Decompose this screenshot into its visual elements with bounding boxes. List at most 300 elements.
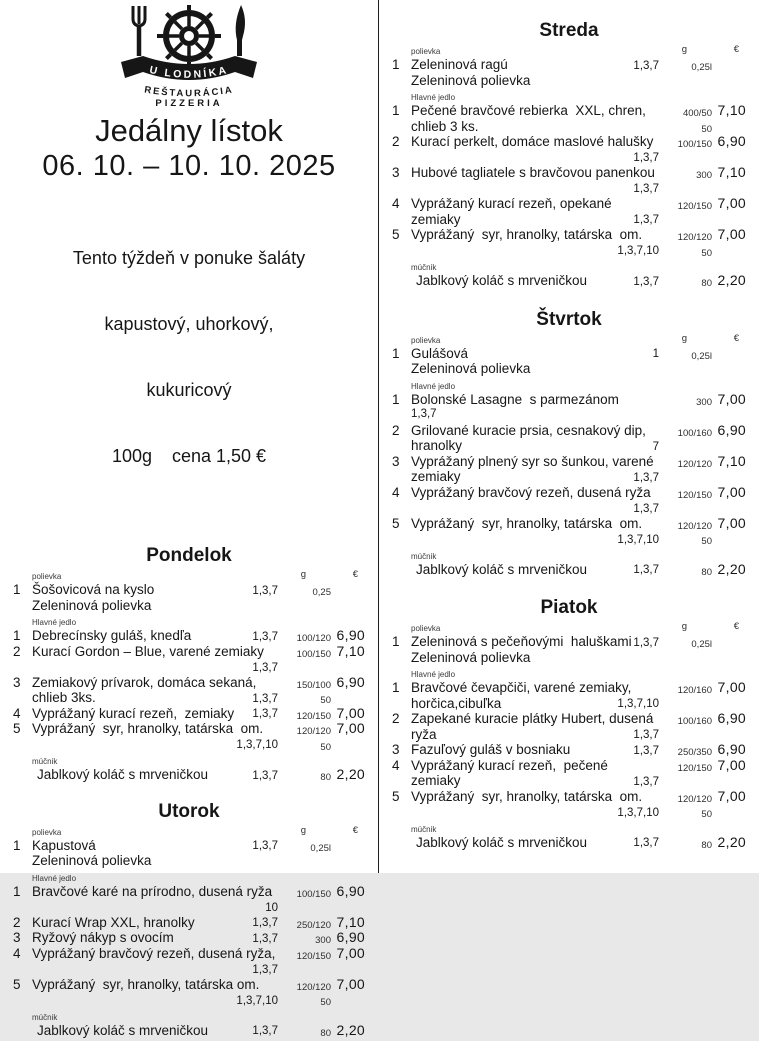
page-title: Jedálny lístok [0,112,378,149]
logo-graphic [105,2,273,108]
main-dish-row-cont [379,438,759,454]
portion-size: 300 [696,395,712,411]
item-number: 2 [392,711,400,727]
section-label: múčnik [32,757,378,767]
logo-banner-text: U LODNÍKA [148,64,229,81]
main-dish-row-cont [0,737,378,753]
main-dish-row [379,134,759,150]
main-dish-row [0,644,378,660]
dish-name: Vyprážaný syr, hranolky, tatárska om. [32,977,334,993]
soup-header-line [0,828,378,838]
item-number: 4 [13,946,21,962]
portion-size: 120/120 [678,792,712,808]
soup-name: Gulášová [411,346,715,362]
main-dish-row-cont [0,899,378,915]
main-dish-row-cont [0,659,378,675]
main-dish-row [379,103,759,119]
item-number: 1 [13,582,21,598]
main-dish-row-cont [0,961,378,977]
soup-subname-row [0,598,378,614]
main-dish-row-cont [379,531,759,547]
price: 6,90 [718,423,746,439]
subtitle-line: Tento týždeň v ponuke šaláty [0,247,378,269]
item-number: 1 [392,346,400,362]
soup-subname: Zeleninová polievka [411,73,715,89]
main-dish-row [379,227,759,243]
soup-name: Zeleninová ragú [411,57,715,73]
logo-pizzeria-text: PIZZERIA [155,98,222,108]
main-dish-row [379,680,759,696]
portion-size: 120/160 [678,683,712,699]
item-number: 5 [392,227,400,243]
item-number: 5 [392,516,400,532]
dish-name-cont: ryža [411,727,715,743]
dish-name-cont: zemiaky [411,773,715,789]
dessert-header-line [0,757,378,767]
euro-column-header: € [353,570,358,580]
main-dish-row [0,946,378,962]
allergen-codes: 1 [653,347,659,363]
dessert-header-line [379,552,759,562]
dish-name-cont: 1,3,7 [411,407,715,423]
portion-size: 250/120 [297,918,331,934]
item-number: 4 [392,196,400,212]
dessert-name-text: Jablkový koláč s mrveničkou [37,767,334,783]
left-column [0,0,378,873]
price: 6,90 [337,675,365,691]
dish-name: Debrecínsky guláš, knedľa [32,628,334,644]
day-heading: Štvrtok [379,309,759,331]
soup-subname-row [379,361,759,377]
main-dish-row [379,196,759,212]
item-number: 1 [392,103,400,119]
main-dish-row-cont [379,469,759,485]
portion-size: 100/160 [678,426,712,442]
price: 7,00 [718,758,746,774]
section-label: múčnik [411,263,759,273]
price: 7,00 [718,196,746,212]
dessert-header-line [379,263,759,273]
mains-header-line [379,670,759,680]
allergen-codes: 1,3,7 [633,836,659,852]
allergen-codes: 1,3,7 [252,916,278,932]
dish-name: Bolonské Lasagne s parmezánom [411,392,715,408]
portion-size: 50 [320,995,331,1011]
portion-size: 120/150 [678,761,712,777]
soup-name: Šošovicová na kyslo [32,582,334,598]
item-number: 4 [392,758,400,774]
dessert-header-line [379,825,759,835]
dish-name-cont: horčica,cibuľka [411,696,715,712]
main-dish-row [0,628,378,644]
main-dish-row [379,789,759,805]
dish-name-cont: chlieb 3 ks. [411,119,715,135]
portion-size: 80 [320,1026,331,1041]
section-label: Hlavné jedlo [411,93,759,103]
main-dish-row-cont [0,690,378,706]
item-number: 3 [392,454,400,470]
allergen-codes: 1,3,7 [252,839,278,855]
main-dish-row [379,758,759,774]
price: 7,00 [718,485,746,501]
soup-header-line [379,336,759,346]
dish-name: Bravčové čevapčiči, varené zemiaky, [411,680,715,696]
allergen-codes: 1,3,7 [252,769,278,785]
grams-column-header: g [301,826,306,836]
item-number: 5 [13,721,21,737]
portion-size: 50 [320,693,331,709]
soup-row [379,346,759,362]
dish-name-cont: zemiaky [411,469,715,485]
main-dish-row-cont [379,804,759,820]
date-range: 06. 10. – 10. 10. 2025 [0,149,378,184]
allergen-codes: 1,3,7 [633,728,659,744]
portion-size: 250/350 [678,745,712,761]
section-label: múčnik [32,1013,378,1023]
price: 7,00 [718,680,746,696]
portion-size: 120/120 [678,230,712,246]
portion-size: 0,25l [691,60,712,76]
main-dish-row [379,742,759,758]
main-dish-row [379,392,759,408]
subtitle-line: 100g cena 1,50 € [0,445,378,467]
dish-name: Vyprážaný kurací rezeň, pečené [411,758,715,774]
portion-size: 50 [320,740,331,756]
price: 7,00 [337,721,365,737]
allergen-codes: 1,3,7 [633,59,659,75]
price: 2,20 [337,1023,365,1039]
item-number: 3 [13,930,21,946]
item-number: 1 [392,680,400,696]
price: 6,90 [718,742,746,758]
dessert-row [379,835,759,851]
soup-name: Kapustová [32,838,334,854]
price: 6,90 [337,628,365,644]
main-dish-row-cont [379,727,759,743]
main-dish-row-cont [379,212,759,228]
day-section-streda [379,20,759,289]
main-dish-row-cont [379,150,759,166]
portion-size: 80 [701,565,712,581]
item-number: 1 [13,628,21,644]
portion-size: 400/50 [683,106,712,122]
price: 7,00 [337,977,365,993]
allergen-codes: 1,3,7 [252,707,278,723]
allergen-codes: 1,3,7 [252,584,278,600]
portion-size: 120/120 [297,980,331,996]
dish-name: Fazuľový guláš v bosniaku [411,742,715,758]
soup-row [0,582,378,598]
portion-size: 50 [701,807,712,823]
soup-subname: Zeleninová polievka [32,853,334,869]
portion-size: 300 [315,933,331,949]
main-dish-row-cont [0,992,378,1008]
main-dish-row [379,711,759,727]
days-right-container [379,20,759,850]
days-left-container [0,545,378,1038]
item-number: 5 [13,977,21,993]
item-number: 1 [13,838,21,854]
allergen-codes: 1,3,7 [633,471,659,487]
portion-size: 100/160 [678,714,712,730]
price: 2,20 [718,273,746,289]
allergen-codes: 1,3,7 [633,182,659,198]
main-dish-row-cont [379,773,759,789]
section-label: Hlavné jedlo [32,618,378,628]
allergen-codes: 1,3,7 [633,275,659,291]
mains-header-line [0,874,378,884]
price: 6,90 [337,884,365,900]
logo-restauracia-text: REŠTAURÁCIA [144,84,235,99]
item-number: 4 [392,485,400,501]
grams-column-header: g [682,45,687,55]
portion-size: 0,25l [691,637,712,653]
day-heading: Piatok [379,597,759,619]
dish-name: Vyprážaný kurací rezeň, zemiaky [32,706,334,722]
portion-size: 80 [701,838,712,854]
item-number: 2 [392,423,400,439]
grams-column-header: g [682,622,687,632]
price: 7,00 [718,227,746,243]
section-label: múčnik [411,552,759,562]
item-number: 2 [13,915,21,931]
item-number: 4 [13,706,21,722]
price: 7,10 [718,103,746,119]
item-number: 3 [392,742,400,758]
portion-size: 100/150 [297,647,331,663]
euro-column-header: € [734,45,739,55]
soup-name: Zeleninová s pečeňovými haluškami [411,634,715,650]
allergen-codes: 1,3,7 [633,151,659,167]
portion-size: 50 [701,534,712,550]
dish-name-cont: chlieb 3ks. [32,690,334,706]
allergen-codes: 1,3,7,10 [236,738,278,754]
dish-name: Kurací Wrap XXL, hranolky [32,915,334,931]
price: 2,20 [718,835,746,851]
main-dish-row-cont [379,181,759,197]
allergen-codes: 1,3,7,10 [236,994,278,1010]
dish-name: Vyprážaný syr, hranolky, tatárska om. [32,721,334,737]
main-dish-row-cont [379,407,759,423]
allergen-codes: 1,3,7 [633,563,659,579]
right-column [378,0,759,873]
portion-size: 120/150 [678,199,712,215]
main-dish-row [379,516,759,532]
soup-subname: Zeleninová polievka [32,598,334,614]
dessert-name-text: Jablkový koláč s mrveničkou [416,273,715,289]
dish-name: Kurací perkelt, domáce maslové halušky [411,134,715,150]
subtitle-line: kapustový, uhorkový, [0,313,378,335]
soup-subname-row [379,650,759,666]
euro-column-header: € [353,826,358,836]
price: 7,10 [718,454,746,470]
portion-size: 0,25l [691,349,712,365]
soup-subname-row [0,853,378,869]
dessert-name-text: Jablkový koláč s mrveničkou [416,562,715,578]
soup-subname: Zeleninová polievka [411,361,715,377]
section-label: Hlavné jedlo [411,670,759,680]
main-dish-row-cont [379,243,759,259]
euro-column-header: € [734,334,739,344]
item-number: 2 [13,644,21,660]
main-dish-row [0,977,378,993]
mains-header-line [379,93,759,103]
day-heading: Streda [379,20,759,42]
dish-name: Bravčové karé na prírodno, dusená ryža [32,884,334,900]
price: 6,90 [337,930,365,946]
dessert-row [0,1023,378,1039]
dessert-name-text: Jablkový koláč s mrveničkou [37,1023,334,1039]
soup-header-line [379,624,759,634]
day-section-pondelok [0,545,378,783]
soup-row [379,57,759,73]
portion-size: 120/120 [678,519,712,535]
price: 7,10 [337,644,365,660]
price: 7,00 [337,946,365,962]
day-heading: Pondelok [0,545,378,567]
soup-row [379,634,759,650]
section-label: polievka [32,572,378,582]
euro-column-header: € [734,622,739,632]
dish-name-cont: hranolky [411,438,715,454]
allergen-codes: 1,3,7,10 [617,806,659,822]
main-dish-row [0,884,378,900]
item-number: 3 [13,675,21,691]
soup-header-line [0,572,378,582]
section-label: polievka [411,336,759,346]
mains-header-line [0,618,378,628]
price: 2,20 [718,562,746,578]
dish-name: Vyprážaný syr, hranolky, tatárska om. [411,516,715,532]
soup-subname: Zeleninová polievka [411,650,715,666]
allergen-codes: 1,3,7 [633,744,659,760]
section-label: polievka [411,47,759,57]
portion-size: 100/150 [678,137,712,153]
allergen-codes: 1,3,7 [252,932,278,948]
main-dish-row-cont [379,696,759,712]
main-dish-row-cont [379,119,759,135]
dish-name: Zapekané kuracie plátky Hubert, dusená [411,711,715,727]
dish-name: Grilované kuracie prsia, cesnakový dip, [411,423,715,439]
item-number: 2 [392,134,400,150]
price: 7,10 [337,915,365,931]
section-label: Hlavné jedlo [411,382,759,392]
main-dish-row [0,721,378,737]
allergen-codes: 1,3,7 [252,1024,278,1040]
portion-size: 50 [701,246,712,262]
dessert-row [379,562,759,578]
item-number: 1 [392,392,400,408]
dish-name: Vyprážaný kurací rezeň, opekané [411,196,715,212]
allergen-codes: 1,3,7 [633,636,659,652]
subtitle-line: kukuricový [0,379,378,401]
soup-header-line [379,47,759,57]
allergen-codes: 1,3,7,10 [617,697,659,713]
dessert-name-text: Jablkový koláč s mrveničkou [416,835,715,851]
allergen-codes: 1,3,7 [252,630,278,646]
item-number: 3 [392,165,400,181]
price: 7,00 [718,789,746,805]
dish-name: Pečené bravčové rebierka XXL, chren, [411,103,715,119]
portion-size: 0,25 [313,585,332,601]
portion-size: 120/120 [678,457,712,473]
dish-name: Hubové tagliatele s bravčovou panenkou [411,165,715,181]
section-label: Hlavné jedlo [32,874,378,884]
portion-size: 120/150 [678,488,712,504]
portion-size: 50 [701,122,712,138]
dish-name: Vyprážaný bravčový rezeň, dusená ryža, [32,946,334,962]
section-label: múčnik [411,825,759,835]
portion-size: 120/150 [297,949,331,965]
dessert-row [379,273,759,289]
grams-column-header: g [301,570,306,580]
item-number: 1 [392,57,400,73]
allergen-codes: 1,3,7 [252,692,278,708]
portion-size: 80 [701,276,712,292]
section-label: polievka [32,828,378,838]
main-dish-row [379,485,759,501]
ship-wheel-icon [157,5,221,68]
main-dish-row [0,915,378,931]
price: 2,20 [337,767,365,783]
main-dish-row [0,930,378,946]
portion-size: 100/120 [297,631,331,647]
section-label: polievka [411,624,759,634]
knife-icon [236,5,245,56]
day-section-štvrtok [379,309,759,578]
grams-column-header: g [682,334,687,344]
dish-name: Zemiakový prívarok, domáca sekaná, [32,675,334,691]
portion-size: 120/150 [297,709,331,725]
price: 7,10 [718,165,746,181]
dish-name: Vyprážaný plnený syr so šunkou, varené [411,454,715,470]
portion-size: 300 [696,168,712,184]
item-number: 1 [13,884,21,900]
allergen-codes: 1,3,7,10 [617,244,659,260]
portion-size: 100/150 [297,887,331,903]
allergen-codes: 1,3,7,10 [617,533,659,549]
menu-header [0,0,378,511]
mains-header-line [379,382,759,392]
allergen-codes: 1,3,7 [633,502,659,518]
price: 7,00 [718,516,746,532]
restaurant-logo [0,0,378,110]
soup-row [0,838,378,854]
allergen-codes: 1,3,7 [252,661,278,677]
allergen-codes: 1,3,7 [633,213,659,229]
price: 7,00 [337,706,365,722]
dish-name: Kurací Gordon – Blue, varené zemiaky [32,644,334,660]
portion-size: 120/120 [297,724,331,740]
item-number: 5 [392,789,400,805]
fork-icon [133,6,145,56]
dish-name: Vyprážaný syr, hranolky, tatárska om. [411,227,715,243]
day-heading: Utorok [0,801,378,823]
day-section-utorok [0,801,378,1039]
allergen-codes: 1,3,7 [633,775,659,791]
main-dish-row [379,454,759,470]
dish-name-cont: zemiaky [411,212,715,228]
item-number: 1 [392,634,400,650]
price: 6,90 [718,134,746,150]
allergen-codes: 7 [653,440,659,456]
day-section-piatok [379,597,759,850]
main-dish-row [379,423,759,439]
portion-size: 150/100 [297,678,331,694]
dish-name: Vyprážaný syr, hranolky, tatárska om. [411,789,715,805]
soup-subname-row [379,73,759,89]
dessert-header-line [0,1013,378,1023]
